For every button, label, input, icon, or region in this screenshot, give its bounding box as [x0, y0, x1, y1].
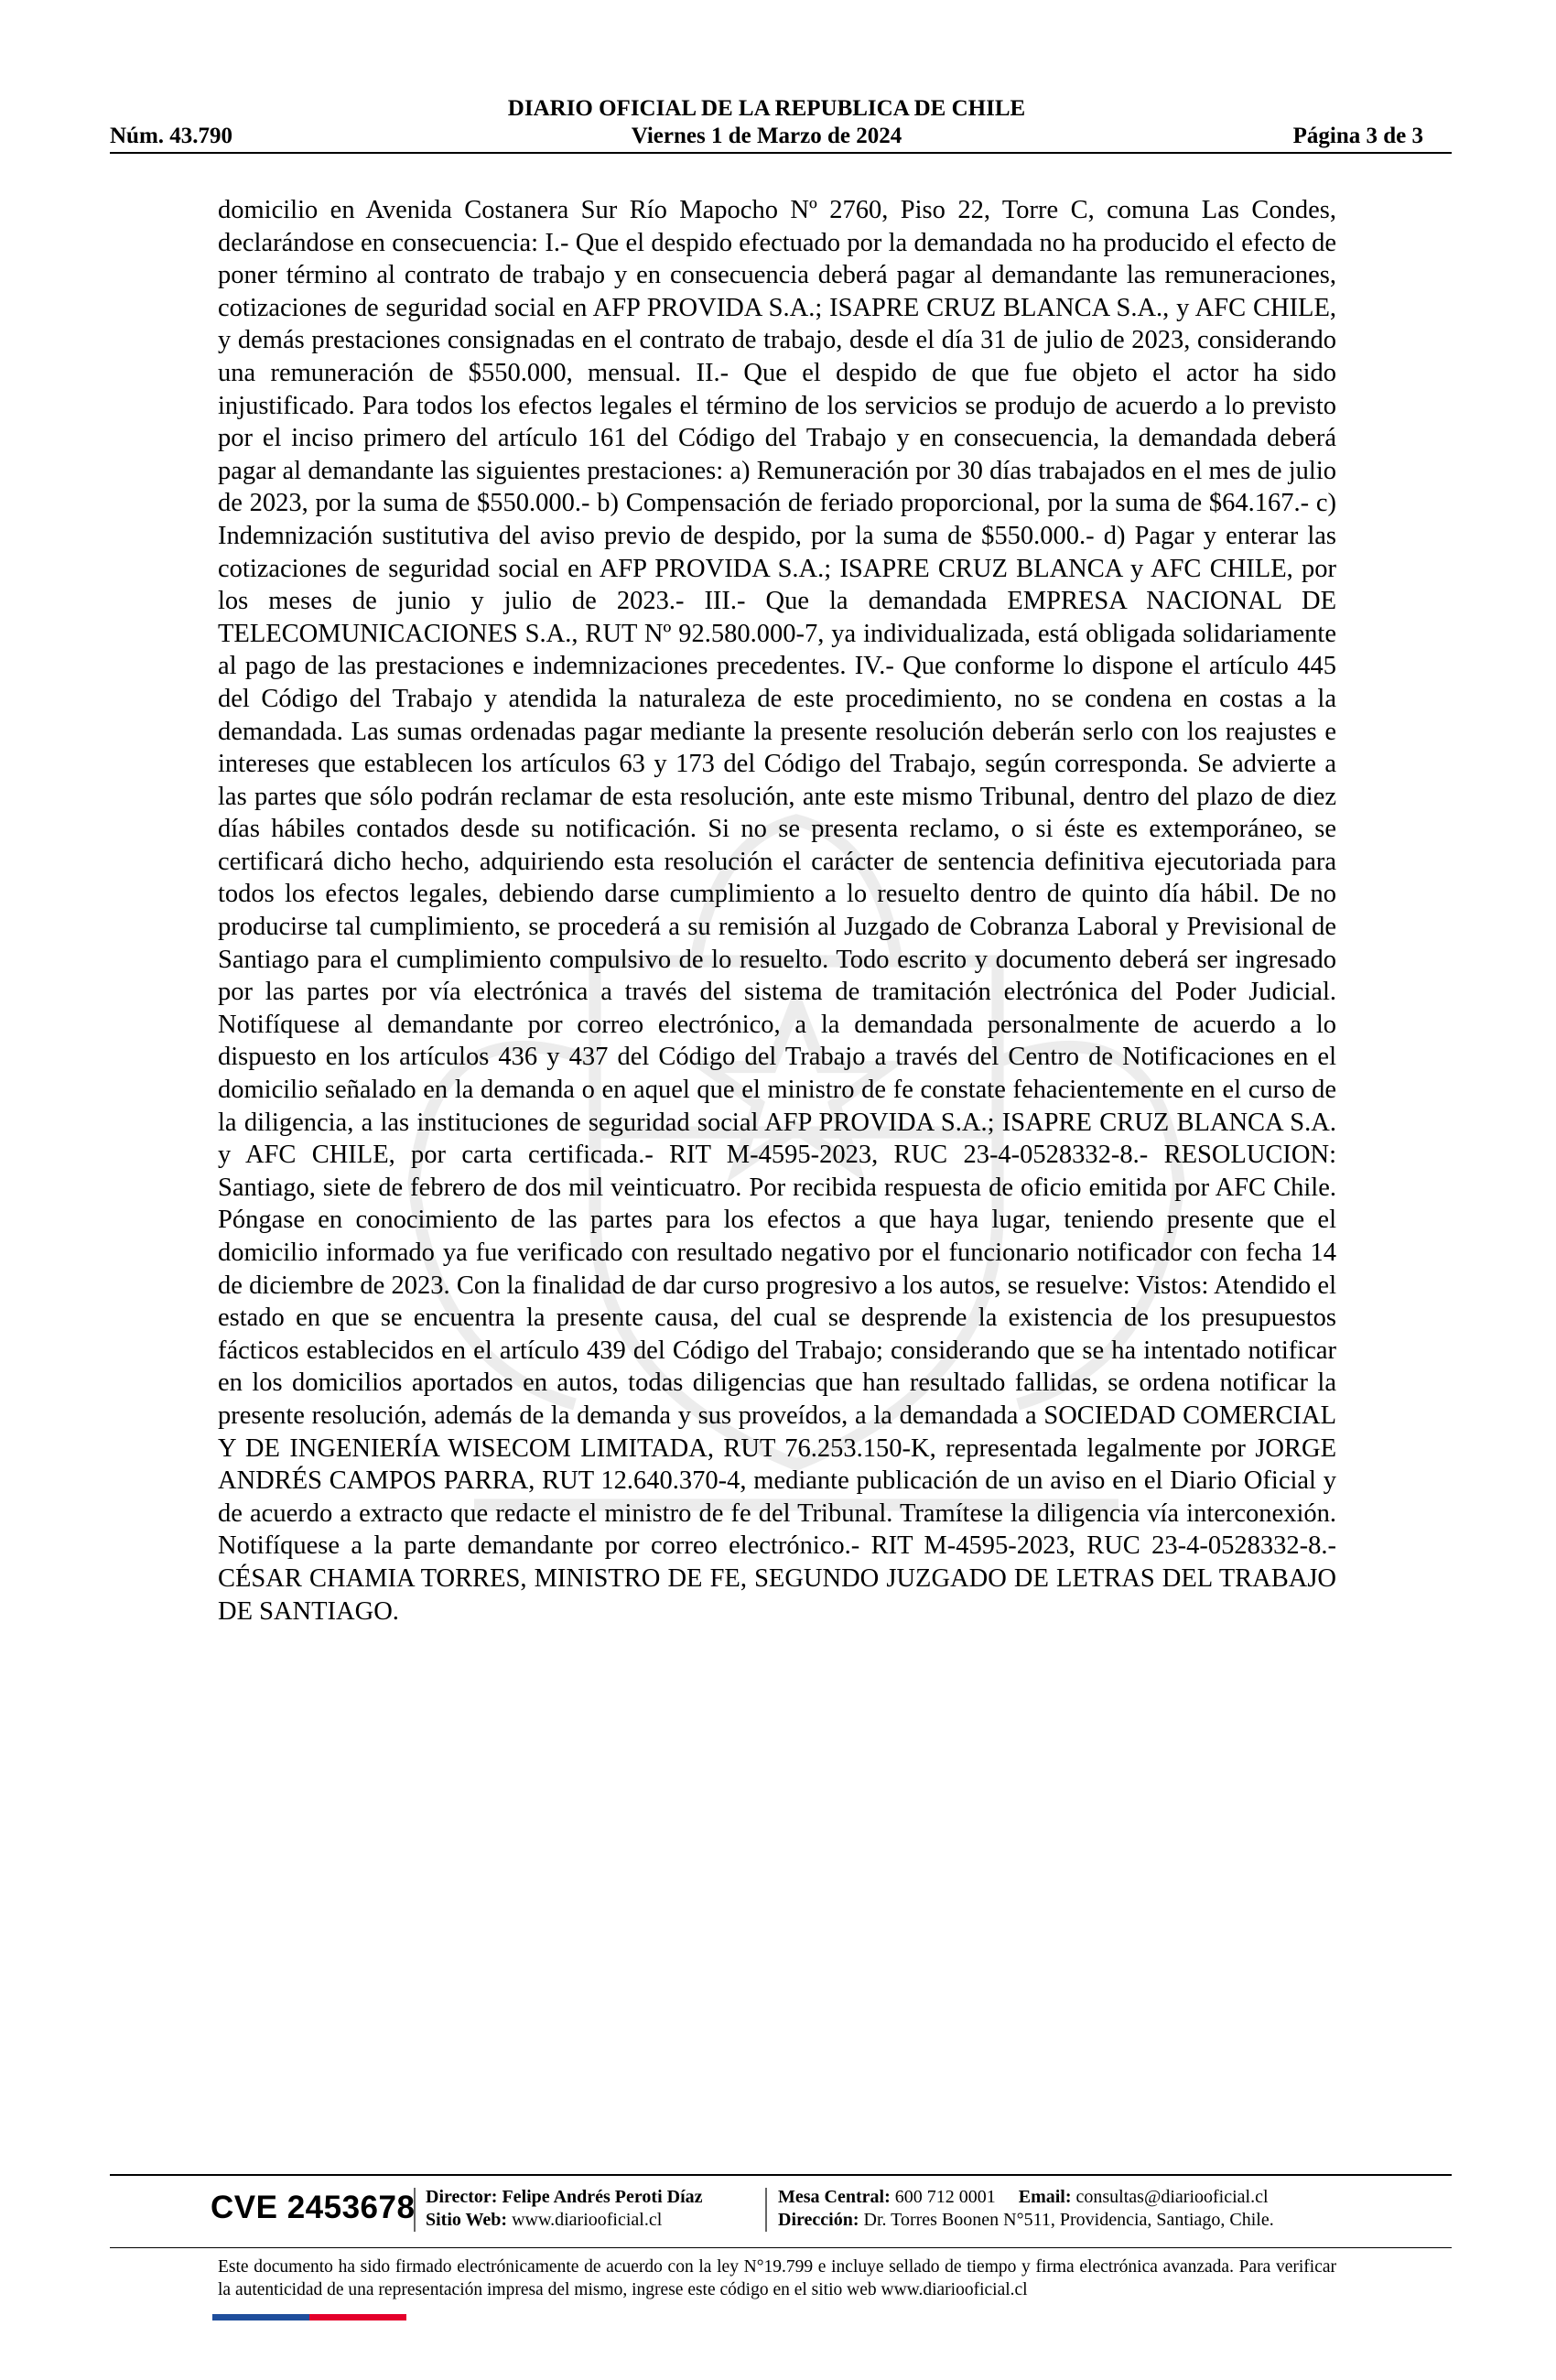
- mesa-central-phone: 600 712 0001: [894, 2187, 996, 2207]
- page-indicator: Página 3 de 3: [1292, 124, 1423, 148]
- header-rule: [110, 152, 1452, 154]
- flag-red-segment: [309, 2314, 406, 2320]
- director-name: Felipe Andrés Peroti Díaz: [502, 2187, 703, 2207]
- footer-contact-column: [778, 2186, 1274, 2232]
- footer-info: [211, 2184, 1336, 2235]
- newspaper-title: DIARIO OFICIAL DE LA REPUBLICA DE CHILE: [507, 96, 1026, 121]
- footer-separator: [765, 2188, 767, 2232]
- address-label: Dirección:: [778, 2210, 859, 2230]
- issue-date: Viernes 1 de Marzo de 2024: [631, 124, 902, 148]
- disclaimer-rule: [110, 2247, 1452, 2248]
- address-value: Dr. Torres Boonen N°511, Providencia, Santiago, Chile.: [863, 2210, 1274, 2230]
- signature-disclaimer: Este documento ha sido firmado electrónicamente de acuerdo con la ley N°19.799 e incluye sellado de tiempo y firma electrónica avanzada. Para verificar la autenticidad de una representación impresa del mismo, ingrese este código en el sitio web www.diariooficial.cl: [218, 2257, 1336, 2299]
- header-meta-row: [110, 123, 1423, 150]
- email-label: Email:: [1018, 2187, 1072, 2207]
- footer-director-column: [426, 2186, 703, 2232]
- mesa-central-label: Mesa Central:: [778, 2187, 891, 2207]
- page-header: [110, 95, 1423, 150]
- director-label: Director:: [426, 2187, 498, 2207]
- flag-blue-segment: [212, 2314, 309, 2320]
- article-body: domicilio en Avenida Costanera Sur Río Mapocho Nº 2760, Piso 22, Torre C, comuna Las Condes, declarándose en consecuencia: I.- Que el despido efectuado por la demandada no ha producido el efecto de poner término al contrato de trabajo y en consecuencia deberá pagar al demandante las remuneraciones, cotizaciones de seguridad social en AFP PROVIDA S.A.; ISAPRE CRUZ BLANCA S.A., y AFC CHILE, y demás prestaciones consignadas en el contrato de trabajo, desde el día 31 de julio de 2023, considerando una remuneración de $550.000, mensual. II.- Que el despido de que fue objeto el actor ha sido injustificado. Para todos los efectos legales el término de los servicios se produjo de acuerdo a lo previsto por el inciso primero del artículo 161 del Código del Trabajo y en consecuencia, la demandada deberá pagar al demandante las siguientes prestaciones: a) Remuneración por 30 días trabajados en el mes de julio de 2023, por la suma de $550.000.- b) Compensación de feriado proporcional, por la suma de $64.167.- c) Indemnización sustitutiva del aviso previo de despido, por la suma de $550.000.- d) Pagar y enterar las cotizaciones de seguridad social en AFP PROVIDA S.A.; ISAPRE CRUZ BLANCA y AFC CHILE, por los meses de junio y julio de 2023.- III.- Que la demandada EMPRESA NACIONAL DE TELECOMUNICACIONES S.A., RUT Nº 92.580.000-7, ya individualizada, está obligada solidariamente al pago de las prestaciones e indemnizaciones precedentes. IV.- Que conforme lo dispone el artículo 445 del Código del Trabajo y atendida la naturaleza de este procedimiento, no se condena en costas a la demandada. Las sumas ordenadas pagar mediante la presente resolución deberán serlo con los reajustes e intereses que establecen los artículos 63 y 173 del Código del Trabajo, según corresponda. Se advierte a las partes que sólo podrán reclamar de esta resolución, ante este mismo Tribunal, dentro del plazo de diez días hábiles contados desde su notificación. Si no se presenta reclamo, o si éste es extemporáneo, se certificará dicho hecho, adquiriendo esta resolución el carácter de sentencia definitiva ejecutoriada para todos los efectos legales, debiendo darse cumplimiento a lo resuelto dentro de quinto día hábil. De no producirse tal cumplimiento, se procederá a su remisión al Juzgado de Cobranza Laboral y Previsional de Santiago para el cumplimiento compulsivo de lo resuelto. Todo escrito y documento deberá ser ingresado por las partes por vía electrónica a través del sistema de tramitación electrónica del Poder Judicial. Notifíquese al demandante por correo electrónico, a la demandada personalmente de acuerdo a lo dispuesto en los artículos 436 y 437 del Código del Trabajo a través del Centro de Notificaciones en el domicilio señalado en la demanda o en aquel que el ministro de fe constate fehacientemente en el curso de la diligencia, a las instituciones de seguridad social AFP PROVIDA S.A.; ISAPRE CRUZ BLANCA S.A. y AFC CHILE, por carta certificada.- RIT M-4595-2023, RUC 23-4-0528332-8.- RESOLUCION: Santiago, siete de febrero de dos mil veinticuatro. Por recibida respuesta de oficio emitida por AFC Chile. Póngase en conocimiento de las partes para los efectos a que haya lugar, teniendo presente que el domicilio informado ya fue verificado con resultado negativo por el funcionario notificador con fecha 14 de diciembre de 2023. Con la finalidad de dar curso progresivo a los autos, se resuelve: Vistos: Atendido el estado en que se encuentra la presente causa, del cual se desprende la existencia de los presupuestos fácticos establecidos en el artículo 439 del Código del Trabajo; considerando que se ha intentado notificar en los domicilios aportados en autos, todas diligencias que han resultado fallidas, se ordena notificar la presente resolución, además de la demanda y sus proveídos, a la demandada a SOCIEDAD COMERCIAL Y DE INGENIERÍA WISECOM LIMITADA, RUT 76.253.150-K, representada legalmente por JORGE ANDRÉS CAMPOS PARRA, RUT 12.640.370-4, mediante publicación de un aviso en el Diario Oficial y de acuerdo a extracto que redacte el ministro de fe del Tribunal. Tramítese la diligencia vía interconexión. Notifíquese a la parte demandante por correo electrónico.- RIT M-4595-2023, RUC 23-4-0528332-8.- CÉSAR CHAMIA TORRES, MINISTRO DE FE, SEGUNDO JUZGADO DE LETRAS DEL TRABAJO DE SANTIAGO.: [218, 196, 1336, 1626]
- cve-code: CVE 2453678: [211, 2190, 416, 2225]
- issue-number: Núm. 43.790: [110, 124, 233, 148]
- footer-separator: [414, 2188, 416, 2232]
- footer-rule: [110, 2174, 1452, 2176]
- website-label: Sitio Web:: [426, 2210, 508, 2230]
- email-link[interactable]: consultas@diariooficial.cl: [1075, 2187, 1269, 2207]
- website-link[interactable]: www.diariooficial.cl: [512, 2210, 663, 2230]
